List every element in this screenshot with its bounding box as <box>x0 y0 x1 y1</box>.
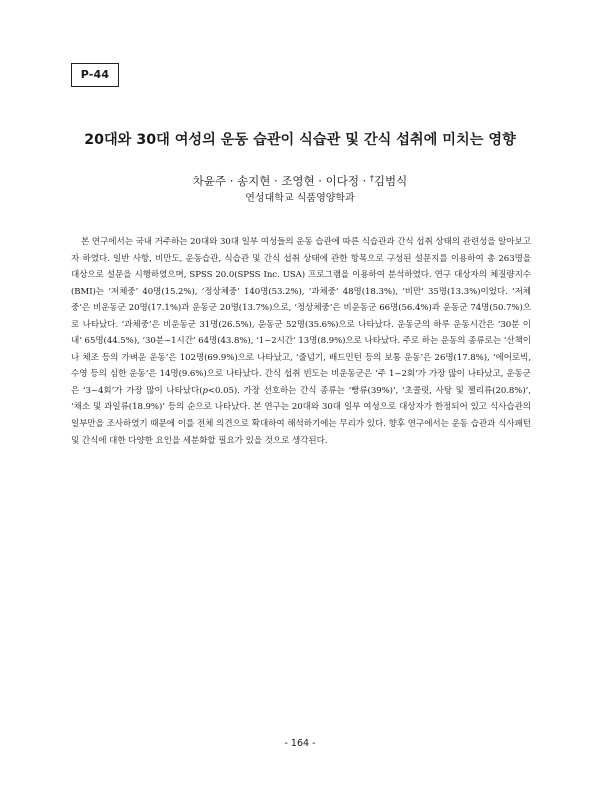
paper-title: 20대와 30대 여성의 운동 습관이 식습관 및 간식 섭취에 미치는 영향 <box>84 132 516 148</box>
p-value-symbol: p <box>202 385 208 396</box>
corresponding-dagger: † <box>369 174 374 183</box>
author-list <box>60 173 540 189</box>
affiliation: 연성대학교 식품영양학과 <box>245 193 355 204</box>
corresponding-author: 김범식 <box>373 174 408 188</box>
abstract-body <box>71 234 531 449</box>
author-names: 차윤주 · 송지현 · 조영현 · 이다정 · <box>192 174 370 188</box>
poster-number-badge: P-44 <box>71 63 119 87</box>
abstract-text-part2: <0.05). 가장 선호하는 간식 종류는 ‘빵류(39%)’, ‘초콜릿, 사탕 및 젤리류(20.8%)’, ‘채소 및 과일류(18.9%)’ 등의 순으로 나타났다. 본 연구는 20대와 30대 일부 여성으로 대상자가 한정되어 있고 식사습관의 일부만을 조사하였기 때문에 이를 전체 의견으로 확대하여 해석하기에는 무리가 있다. 향후 연구에서는 운동 습관과 식사패턴 및 간식에 대한 다양한 요인을 세분화할 필요가 있을 것으로 생각된다. <box>71 385 531 446</box>
abstract-text-part1: 본 연구에서는 국내 거주하는 20대와 30대 일부 여성들의 운동 습관에 따른 식습관과 간식 섭취 상태의 관련성을 알아보고자 하였다. 일반 사항, 비만도, 운동습관, 식습관 및 간식 섭취 상태에 관한 항목으로 구성된 설문지를 이용하여 총 263명을 대상으로 설문을 시행하였으며, SPSS 20.0(SPSS Inc. USA) 프로그램을 이용하여 분석하였다. 연구 대상자의 체질량지수(BMI)는 ‘저체중’ 40명(15.2%), ‘정상체중’ 140명(53.2%), ‘과체중’ 48명(18.3%), ‘비만’ 35명(13.3%)이었다. ‘저체중’은 비운동군 20명(17.1%)과 운동군 20명(13.7%)으로, ‘정상체중’은 비운동군 66명(56.4%)과 운동군 74명(50.7%)으로 나타났다. ‘과체중’은 비운동군 31명(26.5%), 운동군 52명(35.6%)으로 나타났다. 운동군의 하루 운동시간은 ‘30분 이내’ 65명(44.5%), ‘30분~1시간’ 64명(43.8%), ‘1~2시간’ 13명(8.9%)으로 나타났다. 주로 하는 운동의 종류로는 ‘산책이나 체조 등의 가벼운 운동’은 102명(69.9%)으로 나타났고, ‘줄넘기, 배드민턴 등의 보통 운동’은 26명(17.8%), ‘에어로빅, 수영 등의 심한 운동’은 14명(9.6%)으로 나타났다. 간식 섭취 빈도는 비운동군은 ‘주 1~2회’가 가장 많이 나타났고, 운동군은 ‘3~4회’가 가장 많이 나타났다( <box>71 237 531 396</box>
page-number: - 164 - <box>284 738 316 749</box>
